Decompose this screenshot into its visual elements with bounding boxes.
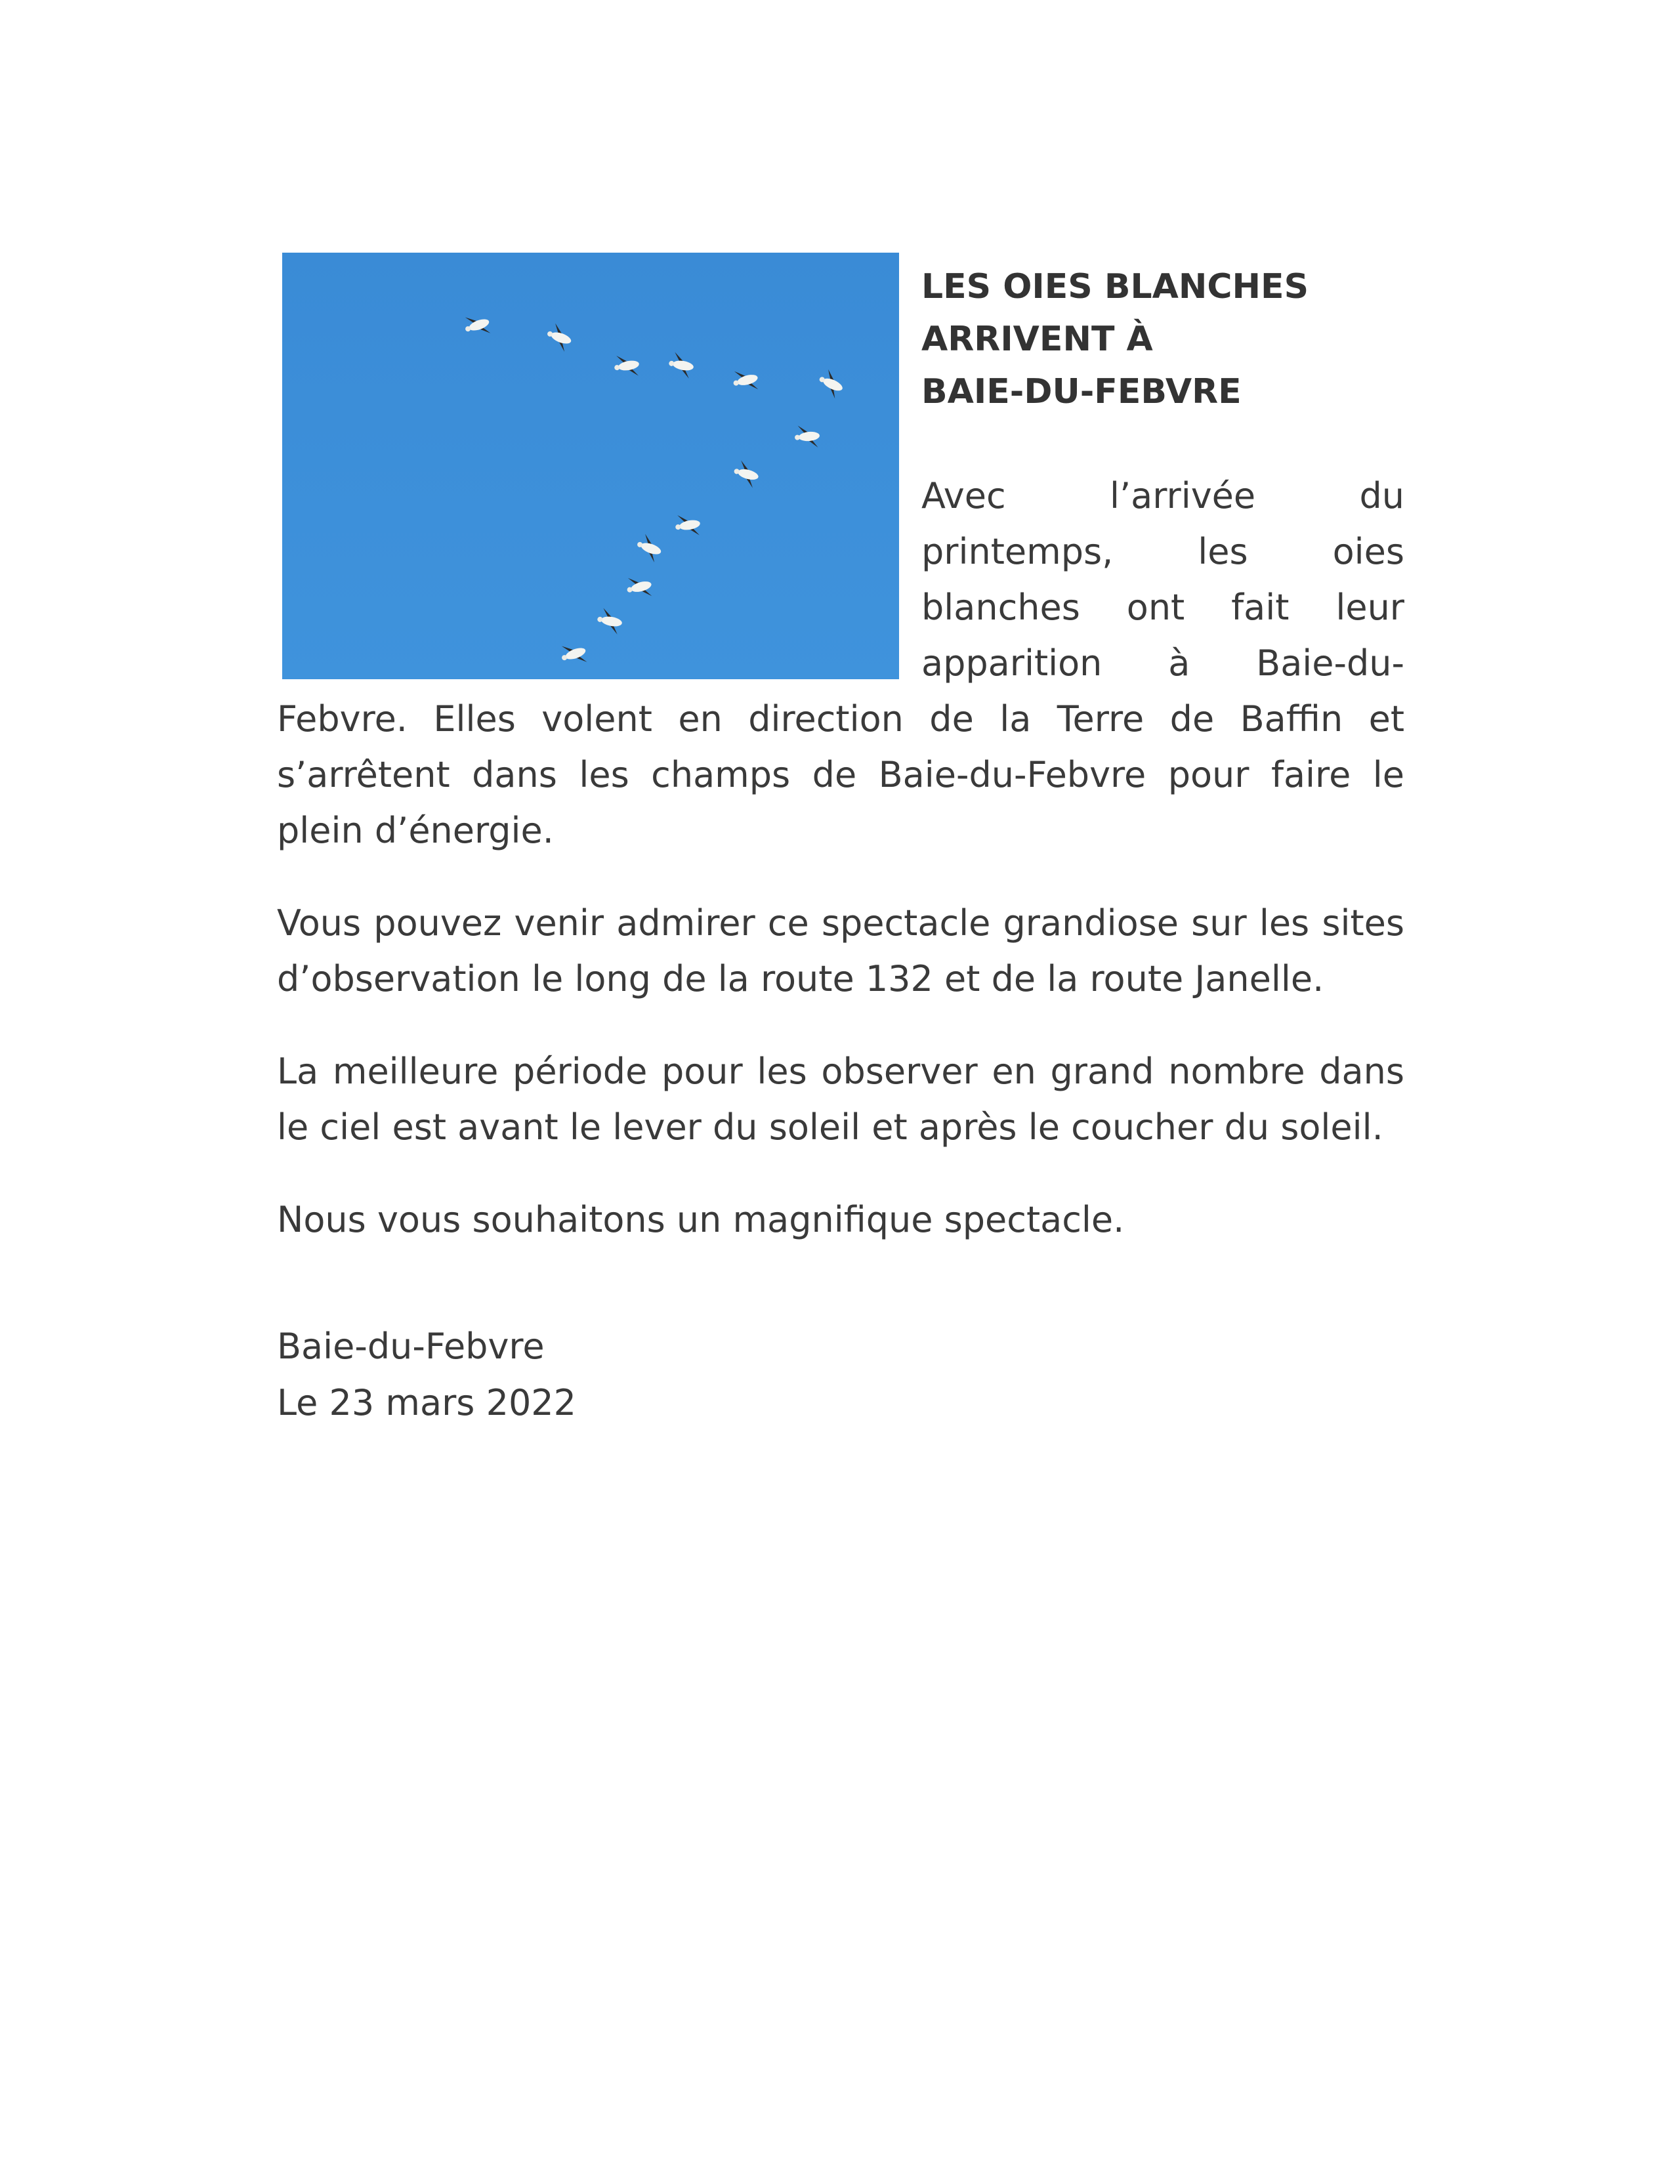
- snow-geese-photo: [282, 253, 899, 679]
- signoff-place: Baie-du-Febvre: [277, 1326, 545, 1367]
- closing-line: Nous vous souhaitons un magnifique spectacle.: [277, 1199, 1125, 1240]
- title-line-3: BAIE-DU-FEBVRE: [921, 372, 1242, 411]
- paragraph-observation-sites: Vous pouvez venir admirer ce spectacle grandiose sur les sites d’observation le long de la route 132 et de la route Janelle.: [277, 902, 1404, 999]
- goose-flock-image: [282, 253, 899, 679]
- signoff-date: Le 23 mars 2022: [277, 1382, 577, 1423]
- paragraph-best-period: La meilleure période pour les observer en grand nombre dans le ciel est avant le lever du soleil et après le coucher du soleil.: [277, 1051, 1404, 1148]
- document-content: [277, 253, 1404, 1431]
- title-line-1: LES OIES BLANCHES: [921, 267, 1309, 306]
- paragraph-arrival: Avec l’arrivée du printemps, les oies blanches ont fait leur apparition à Baie-du-Febvre. Elles volent en direction de la Terre de Baffin et s’arrêtent dans les champs de Baie-du-Febvre pour faire le plein d’énergie.: [277, 475, 1404, 851]
- title-line-2: ARRIVENT À: [921, 320, 1153, 359]
- signoff-block: [277, 1318, 1404, 1431]
